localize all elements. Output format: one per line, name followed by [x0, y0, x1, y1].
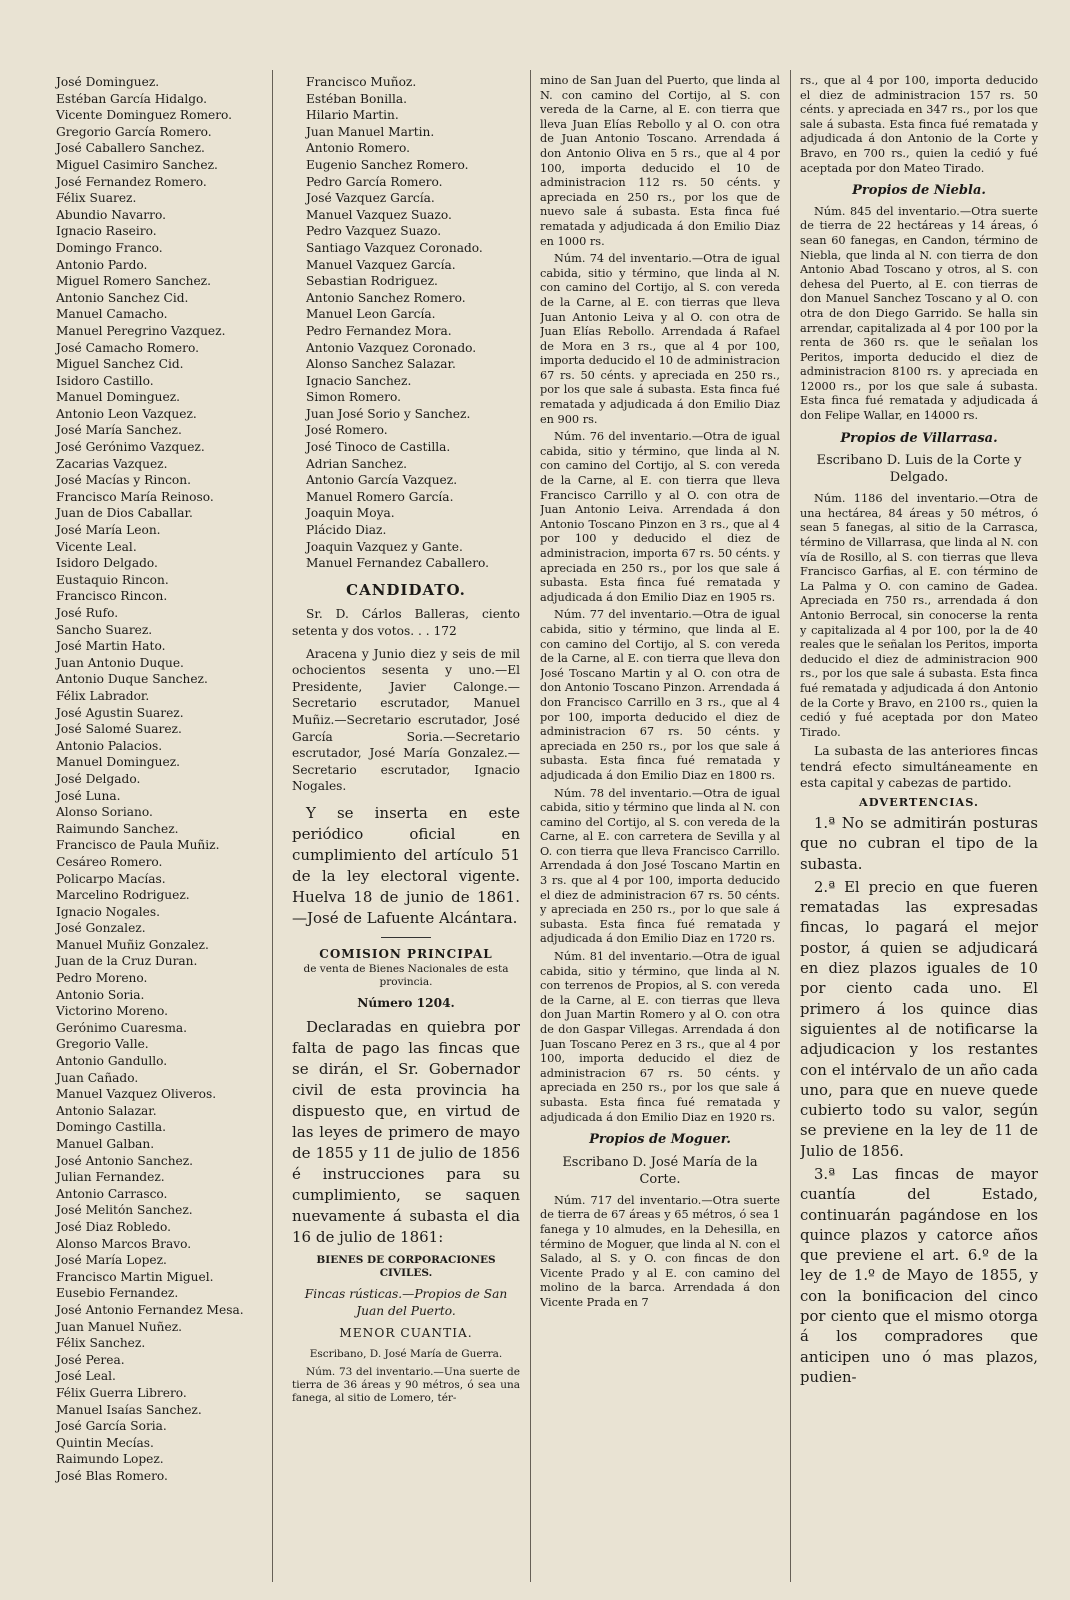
name-entry: José Salomé Suarez.: [56, 722, 182, 737]
name-entry: José Melitón Sanchez.: [56, 1203, 193, 1218]
name-entry: Miguel Casimiro Sanchez.: [56, 157, 218, 172]
name-entry: Pedro Moreno.: [56, 971, 148, 986]
name-entry: Juan Manuel Nuñez.: [56, 1319, 183, 1334]
name-entry: Plácido Diaz.: [306, 523, 387, 538]
name-entry: Juan Manuel Martin.: [306, 124, 435, 139]
name-entry: Félix Sanchez.: [56, 1336, 146, 1351]
name-entry: Joaquin Moya.: [306, 506, 395, 521]
name-entry: José Caballero Sanchez.: [56, 141, 205, 156]
name-entry: Vicente Leal.: [56, 539, 137, 554]
menor-cuantia-heading: MENOR CUANTIA.: [339, 1326, 473, 1341]
column-rule: [790, 70, 791, 1582]
name-entry: José Dominguez.: [56, 75, 160, 89]
column-3: [540, 74, 780, 1584]
name-entry: Francisco Rincon.: [56, 589, 168, 604]
name-entry: Manuel Camacho.: [56, 307, 168, 322]
name-entry: Pedro García Romero.: [306, 174, 443, 189]
name-entry: Manuel Vazquez García.: [306, 257, 456, 272]
inventario-77: Núm. 77 del inventario.—Otra de igual cabida, sitio y término, que linda al E. con camino del Cortijo, al S. con vereda de la Carne, al E. con tierra que lleva don José Toscano Martin y al O. con otra de don Antonio Toscano Pinzon. Arrendada á don Francisco Carrillo en 3 rs., que al 4 por 100, importa deducido el diez de administracion 67 rs. 50 cénts. y apreciada en 250 rs., por los que sale á subasta. Esta finca fué rematada y adjudicada á don Emilio Diaz en 1800 rs.: [540, 608, 780, 782]
name-entry: José Gonzalez.: [56, 921, 146, 936]
name-entry: José Perea.: [56, 1352, 125, 1367]
name-entry: Antonio Vazquez Coronado.: [306, 340, 477, 355]
name-entry: Manuel Vazquez Suazo.: [306, 207, 452, 222]
name-entry: Alonso Marcos Bravo.: [56, 1236, 192, 1251]
name-entry: Miguel Sanchez Cid.: [56, 357, 184, 372]
name-entry: Antonio Palacios.: [56, 738, 163, 753]
name-entry: Manuel Muñiz Gonzalez.: [56, 937, 209, 952]
name-entry: Antonio Duque Sanchez.: [56, 672, 208, 687]
advertencia-2: 2.ª El precio en que fueren rematadas las expresadas fincas, lo pagará el mejor postor, á quien se adjudicará en diez plazos iguales de 10 por ciento cada uno. El primero á los quince dias siguientes al de notificarse la adjudicacion y los restantes con el intérvalo de un año cada uno, para que en nueve quede cubierto todo su valor, según se previene en la ley de 11 de Julio de 1856.: [800, 878, 1038, 1160]
insertion-notice: Y se inserta en este periódico oficial en cumplimiento del artículo 51 de la ley electoral vigente. Huelva 18 de junio de 1861.—José de Lafuente Alcántara.: [292, 803, 520, 927]
escribano-guerra: Escribano, D. José María de Guerra.: [309, 1347, 503, 1360]
name-entry: Adrian Sanchez.: [306, 456, 407, 471]
name-entry: José María Lopez.: [56, 1253, 167, 1268]
name-entry: Antonio Salazar.: [56, 1103, 157, 1118]
name-entry: Sancho Suarez.: [56, 622, 153, 637]
inventario-78: Núm. 78 del inventario.—Otra de igual cabida, sitio y término que linda al N. con camino del Cortijo, al S. con vereda de la Carne, al E. con carretera de Sevilla y al O. con tierra que lleva Francisco Carrillo. Arrendada á don José Toscano Martin en 3 rs. que al 4 por 100, importa deducido el diez de administracion 67 rs. 50 cénts. y apreciada en 250 rs., por lo que sale á subasta. Esta finca fué rematada y adjudicada á don Emilio Diaz en 1720 rs.: [540, 786, 780, 946]
name-entry: Victorino Moreno.: [56, 1004, 169, 1019]
inventario-76: Núm. 76 del inventario.—Otra de igual cabida, sitio y término, que linda al N. con camino del Cortijo, al S. con vereda de la Carne, al E. con tierra que lleva Francisco Carrillo y al O. con otra de Juan Antonio Leiva. Arrendada á don Antonio Toscano Pinzon en 3 rs., que al 4 por 100 y deducido el diez de administracion, importa 67 rs. 50 cénts. y apreciada en 250 rs., por los que sale á subasta. Esta finca fué rematada y adjudicada á don Emilio Diaz en 1905 rs.: [540, 430, 780, 604]
moguer-heading: Propios de Moguer.: [589, 1132, 731, 1148]
name-entry: Juan de la Cruz Duran.: [56, 954, 198, 969]
inventario-717: Núm. 717 del inventario.—Otra suerte de tierra de 67 áreas y 65 métros, ó sea 1 fanega y 10 almudes, en la Dehesilla, en término de Moguer, que linda al N. con el Salado, al S. y O. con fincas de don Vicente Prado y al E. con camino del molino de la barca. Arrendada á don Vicente Prada en 7: [540, 1193, 780, 1309]
numero: Número 1204.: [357, 995, 455, 1010]
comision-subtitle: de venta de Bienes Nacionales de esta provincia.: [303, 962, 509, 988]
name-entry: Antonio Carrasco.: [56, 1186, 168, 1201]
inventario-717-cont: rs., que al 4 por 100, importa deducido el diez de administracion 157 rs. 50 cénts. y apreciada en 347 rs., por los que sale á subasta. Esta finca fué rematada y adjudicada á don Antonio de la Corte y Bravo, en 700 rs., quien la cedió y fué aceptada por don Mateo Tirado.: [800, 74, 1038, 175]
name-entry: Abundio Navarro.: [56, 207, 166, 222]
name-entry: Manuel Leon García.: [306, 307, 436, 322]
name-entry: Simon Romero.: [306, 390, 401, 405]
name-entry: José Delgado.: [56, 771, 141, 786]
name-entry: Isidoro Castillo.: [56, 373, 154, 388]
name-entry: José Vazquez García.: [306, 191, 435, 206]
name-entry: José Gerónimo Vazquez.: [56, 440, 205, 455]
comision-title: COMISION PRINCIPAL: [319, 946, 493, 961]
inventario-1186: Núm. 1186 del inventario.—Otra de una hectárea, 84 áreas y 50 métros, ó sean 5 fanegas, al sitio de la Carrasca, término de Villarrasa, que linda al N. con vía de Rosillo, al S. con tierras que lleva Francisco Garfias, al E. con término de La Palma y O. con camino de Gadea. Apreciada en 750 rs., arrendada á don Antonio Berrocal, sin conocerse la renta y capitalizada al 4 por 100, por la de 40 reales que le señalan los Peritos, importa deducido el diez de administracion 900 rs., por los que sale á subasta. Esta finca fué rematada y adjudicada á don Antonio de la Corte y Bravo, en 2100 rs., quien la cedió y fué aceptada por don Mateo Tirado.: [800, 492, 1038, 739]
name-entry: Alonso Soriano.: [56, 805, 153, 820]
name-entry: Eugenio Sanchez Romero.: [306, 157, 469, 172]
name-entry: Manuel Dominguez.: [56, 755, 180, 770]
column-4: [800, 74, 1038, 1584]
names-column-2: [292, 74, 520, 572]
comision-intro: Declaradas en quiebra por falta de pago las fincas que se dirán, el Sr. Gobernador civil de esta provincia ha dispuesto que, en virtud de las leyes de primero de mayo de 1855 y 11 de julio de 1856 é instrucciones para su cumplimiento, se saquen nuevamente á subasta el dia 16 de julio de 1861:: [292, 1018, 520, 1247]
name-entry: Félix Guerra Librero.: [56, 1385, 187, 1400]
name-entry: José Luna.: [56, 788, 121, 803]
bienes-heading: BIENES DE CORPORACIONES CIVILES.: [316, 1254, 496, 1280]
name-entry: José Rufo.: [56, 606, 119, 620]
name-entry: Ignacio Raseiro.: [56, 224, 157, 239]
name-entry: Cesáreo Romero.: [56, 854, 163, 869]
name-entry: Antonio Sanchez Cid.: [56, 290, 189, 305]
name-entry: Eusebio Fernandez.: [56, 1286, 179, 1301]
name-entry: José Tinoco de Castilla.: [306, 440, 451, 455]
name-entry: José Martin Hato.: [56, 639, 166, 654]
name-entry: Antonio García Vazquez.: [306, 473, 458, 488]
candidato-heading: CANDIDATO.: [346, 580, 466, 599]
name-entry: Francisco de Paula Muñiz.: [56, 838, 220, 853]
name-entry: Estéban Bonilla.: [306, 91, 408, 106]
inventario-73: Núm. 73 del inventario.—Una suerte de tierra de 36 áreas y 90 métros, ó sea una fanega, al sitio de Lomero, tér-: [292, 1365, 520, 1404]
name-entry: José Blas Romero.: [56, 1468, 168, 1483]
name-entry: José Camacho Romero.: [56, 340, 199, 355]
name-entry: Sebastian Rodriguez.: [306, 274, 438, 289]
name-entry: Quintin Mecías.: [56, 1435, 154, 1450]
niebla-heading: Propios de Niebla.: [852, 183, 986, 199]
name-entry: Domingo Castilla.: [56, 1120, 167, 1135]
name-entry: Antonio Gandullo.: [56, 1054, 168, 1069]
name-entry: Hilario Martin.: [306, 108, 399, 123]
name-entry: Marcelino Rodriguez.: [56, 888, 190, 903]
name-entry: José Agustin Suarez.: [56, 705, 184, 720]
villarrasa-escribano: Escribano D. Luis de la Corte y Delgado.: [816, 453, 1022, 486]
name-entry: Isidoro Delgado.: [56, 556, 158, 571]
name-entry: Gregorio Valle.: [56, 1037, 149, 1052]
name-entry: José María Sanchez.: [56, 423, 182, 438]
name-entry: Miguel Romero Sanchez.: [56, 274, 211, 289]
advertencia-3: 3.ª Las fincas de mayor cuantía del Estado, continuarán pagándose en los quince plazos y catorce años que previene el art. 6.º de la ley de 1.º de Mayo de 1855, y con la bonificacion del cinco por ciento que el mismo otorga á los compradores que anticipen uno ó mas plazos, pudien-: [800, 1165, 1038, 1386]
name-entry: Alonso Sanchez Salazar.: [306, 357, 456, 372]
name-entry: José Macías y Rincon.: [56, 473, 191, 488]
name-entry: Manuel Vazquez Oliveros.: [56, 1087, 217, 1102]
name-entry: Juan Antonio Duque.: [56, 655, 184, 670]
name-entry: Ignacio Nogales.: [56, 904, 160, 919]
name-entry: Estéban García Hidalgo.: [56, 91, 208, 106]
name-entry: Antonio Sanchez Romero.: [306, 290, 466, 305]
inventario-73-cont: mino de San Juan del Puerto, que linda al N. con camino del Cortijo, al S. con vereda de la Carne, al E. con tierra que lleva Juan Elías Rebollo y al O. con otra de Juan Antonio Toscano. Arrendada á don Antonio Oliva en 5 rs., que al 4 por 100, importa deducido el 10 de administracion 112 rs. 50 cénts. y apreciada en 250 rs., por los que de nuevo sale á subasta. Esta finca fué rematada y adjudicada á don Emilio Diaz en 1000 rs.: [540, 74, 780, 248]
advertencias: [800, 814, 1038, 1388]
name-entry: José Fernandez Romero.: [56, 174, 207, 189]
name-entry: Antonio Romero.: [306, 141, 410, 156]
villarrasa-heading: Propios de Villarrasa.: [840, 430, 998, 446]
name-entry: Juan Cañado.: [56, 1070, 139, 1085]
name-entry: Manuel Peregrino Vazquez.: [56, 323, 226, 338]
divider: [381, 937, 431, 938]
inventario-845: Núm. 845 del inventario.—Otra suerte de tierra de 22 hectáreas y 14 áreas, ó sean 60 fanegas, en Candon, término de Niebla, que linda al N. con tierra de don Antonio Abad Toscano y otros, al S. con dehesa del Puerto, al E. con tierras de don Manuel Sanchez Toscano y al O. con otra de don Diego Garrido. Se halla sin arrendar, capitalizada al 4 por 100 por la renta de 360 rs. que le señalan los Peritos, importa deducido el diez de administracion 8100 rs. y apreciada en 12000 rs., por los que sale á subasta. Esta finca fué rematada y adjudicada á don Felipe Wallar, en 14000 rs.: [800, 204, 1038, 423]
name-entry: Policarpo Macías.: [56, 871, 166, 886]
name-entry: José García Soria.: [56, 1419, 167, 1434]
name-entry: Ignacio Sanchez.: [306, 373, 412, 388]
name-entry: Antonio Leon Vazquez.: [56, 406, 197, 421]
inventario-81: Núm. 81 del inventario.—Otra de igual cabida, sitio y término, que linda al N. con terrenos de Propios, al S. con vereda de la Carne, al E. con tierras que lleva don Juan Martin Romero y al O. con otra de don Gaspar Villegas. Arrendada á don Juan Toscano Perez en 3 rs., que al 4 por 100, importa deducido el diez de administracion 67 rs. 50 cénts. y apreciada en 250 rs., por los que sale á subasta. Esta finca fué rematada y adjudicada á don Emilio Diaz en 1920 rs.: [540, 950, 780, 1124]
subasta-notice: La subasta de las anteriores fincas tendrá efecto simultáneamente en esta capital y cabezas de partido.: [800, 743, 1038, 791]
advertencia-1: 1.ª No se admitirán posturas que no cubran el tipo de la subasta.: [800, 814, 1038, 873]
name-entry: Manuel Fernandez Caballero.: [306, 556, 490, 571]
fincas-heading: Fincas rústicas.—Propios de San Juan del Puerto.: [304, 1287, 508, 1318]
name-entry: Félix Labrador.: [56, 688, 150, 703]
name-entry: Manuel Galban.: [56, 1137, 155, 1151]
name-entry: Francisco María Reinoso.: [56, 489, 214, 504]
candidato-signature: Aracena y Junio diez y seis de mil ochocientos sesenta y uno.—El Presidente, Javier Calonge.—Secretario escrutador, Manuel Muñiz.—Secretario escrutador, José García Soria.—Secretario escrutador, José María Gonzalez.—Secretario escrutador, Ignacio Nogales.: [292, 646, 520, 794]
name-entry: Manuel Romero García.: [306, 489, 454, 504]
advertencias-heading: ADVERTENCIAS.: [858, 795, 979, 810]
name-entry: Joaquin Vazquez y Gante.: [306, 539, 463, 554]
name-entry: Julian Fernandez.: [56, 1170, 165, 1185]
name-entry: José María Leon.: [56, 523, 161, 538]
name-entry: Raimundo Sanchez.: [56, 821, 179, 836]
name-entry: Zacarias Vazquez.: [56, 456, 168, 471]
column-rule: [530, 70, 531, 1582]
name-entry: José Antonio Fernandez Mesa.: [56, 1302, 244, 1317]
name-entry: Domingo Franco.: [56, 240, 163, 255]
moguer-escribano: Escribano D. José María de la Corte.: [562, 1154, 758, 1187]
name-entry: Juan José Sorio y Sanchez.: [306, 406, 471, 421]
name-entry: Antonio Pardo.: [56, 257, 148, 272]
name-entry: Francisco Muñoz.: [306, 75, 417, 89]
column-2: [292, 74, 520, 1584]
inventario-74: Núm. 74 del inventario.—Otra de igual cabida, sitio y término, que linda al N. con camino del Cortijo, al S. con vereda de la Carne, al E. con tierras que lleva Juan Antonio Leiva y al O. con otra de Juan Elías Rebollo. Arrendada á Rafael de Mora en 3 rs., que al 4 por 100, importa deducido el 10 de administracion 67 rs. 50 cénts. y apreciada en 250 rs., por los que sale á subasta. Esta finca fué rematada y adjudicada á don Emilio Diaz en 900 rs.: [540, 252, 780, 426]
name-entry: Eustaquio Rincon.: [56, 572, 169, 587]
name-entry: Antonio Soria.: [56, 987, 145, 1002]
candidato-votes: Sr. D. Cárlos Balleras, ciento setenta y dos votos. . . 172: [292, 607, 520, 638]
name-entry: Raimundo Lopez.: [56, 1452, 164, 1467]
names-column-1: [52, 74, 262, 1584]
name-entry: Pedro Fernandez Mora.: [306, 323, 452, 338]
name-entry: Pedro Vazquez Suazo.: [306, 224, 442, 239]
column-rule: [272, 70, 273, 1582]
name-entry: Gregorio García Romero.: [56, 124, 212, 139]
name-entry: José Antonio Sanchez.: [56, 1153, 194, 1168]
name-entry: Manuel Dominguez.: [56, 390, 180, 405]
name-entry: Santiago Vazquez Coronado.: [306, 240, 483, 255]
name-entry: Félix Suarez.: [56, 191, 137, 206]
name-entry: Gerónimo Cuaresma.: [56, 1020, 188, 1035]
name-entry: José Romero.: [306, 423, 388, 438]
name-entry: Juan de Dios Caballar.: [56, 506, 193, 521]
name-entry: Francisco Martin Miguel.: [56, 1269, 214, 1284]
name-entry: Manuel Isaías Sanchez.: [56, 1402, 202, 1417]
name-entry: Vicente Dominguez Romero.: [56, 108, 233, 123]
name-entry: José Diaz Robledo.: [56, 1219, 172, 1234]
name-entry: José Leal.: [56, 1369, 116, 1384]
